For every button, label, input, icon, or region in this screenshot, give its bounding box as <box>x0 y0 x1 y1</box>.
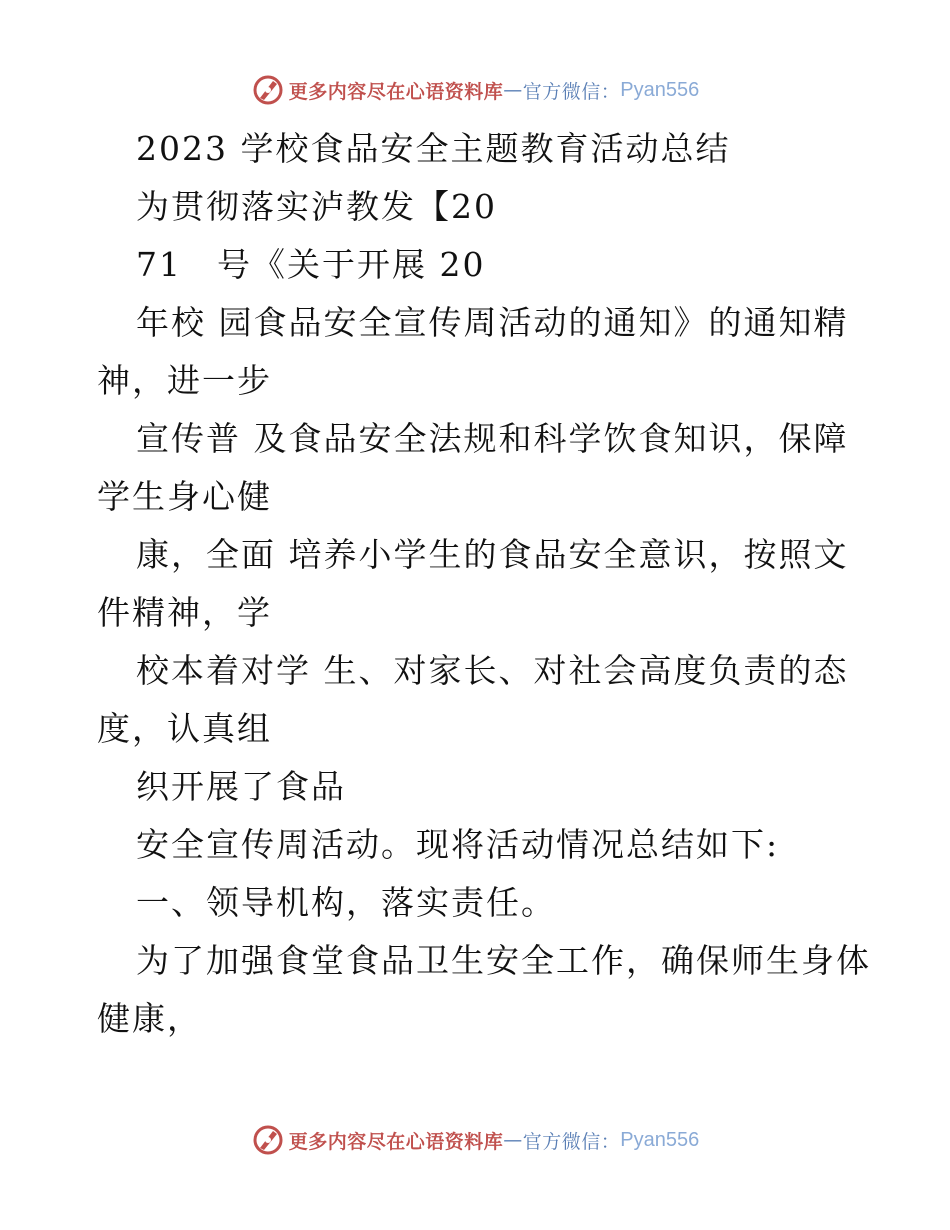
paragraph-line: 校本着对学 生、对家长、对社会高度负责的态 <box>136 651 849 690</box>
quill-logo-icon <box>251 73 285 107</box>
watermark-separator: — <box>503 79 523 101</box>
watermark-wechat-id: Pyan556 <box>620 1128 700 1151</box>
watermark-separator: — <box>503 1129 523 1151</box>
paragraph-line: 为贯彻落实泸教发【20 <box>136 187 497 226</box>
paragraph-line: 康，全面 培养小学生的食品安全意识，按照文 <box>136 535 849 574</box>
quill-logo-icon <box>251 1123 285 1157</box>
paragraph-line: 安全宣传周活动。现将活动情况总结如下: <box>136 825 780 864</box>
paragraph-line: 度，认真组 <box>97 709 272 748</box>
watermark-wechat-id: Pyan556 <box>620 78 700 101</box>
header-watermark <box>0 70 950 110</box>
section-heading: 一、领导机构，落实责任。 <box>136 883 556 922</box>
paragraph-line: 年校 园食品安全宣传周活动的通知》的通知精 <box>136 303 849 342</box>
watermark-main-text: 更多内容尽在心语资料库 <box>288 1130 504 1153</box>
watermark-official-label: 官方微信： <box>522 1130 621 1153</box>
paragraph-line: 学生身心健 <box>97 477 272 516</box>
paragraph-line: 神，进一步 <box>97 361 272 400</box>
paragraph-line: 为了加强食堂食品卫生安全工作，确保师生身体 <box>136 941 871 980</box>
document-body <box>97 120 887 1048</box>
document-title: 2023 学校食品安全主题教育活动总结 <box>136 129 731 168</box>
paragraph-line: 织开展了食品 <box>136 767 346 806</box>
paragraph-line: 件精神，学 <box>97 593 272 632</box>
watermark-main-text: 更多内容尽在心语资料库 <box>288 80 504 103</box>
watermark-official-label: 官方微信： <box>522 80 621 103</box>
footer-watermark <box>0 1120 950 1160</box>
paragraph-line: 健康， <box>97 999 202 1038</box>
paragraph-line: 宣传普 及食品安全法规和科学饮食知识，保障 <box>136 419 849 458</box>
paragraph-line: 71 号《关于开展 20 <box>136 245 486 284</box>
